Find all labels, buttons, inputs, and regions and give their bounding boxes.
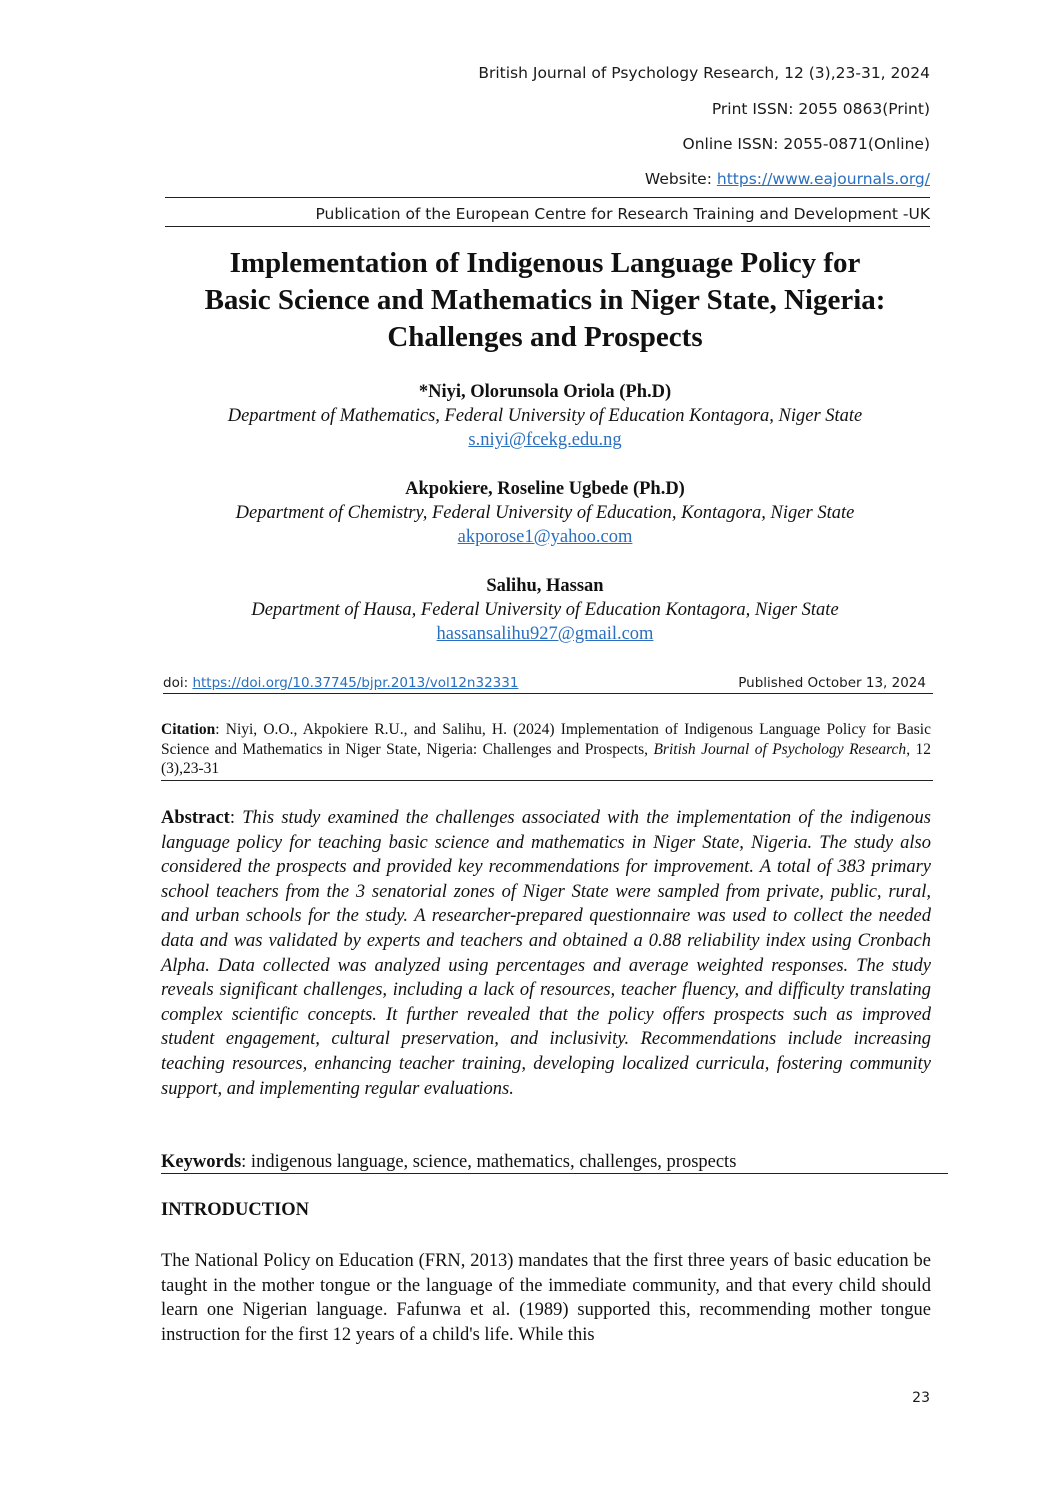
author-affiliation: Department of Mathematics, Federal University of Education Kontagora, Niger State: [227, 406, 863, 426]
keywords: [161, 1150, 951, 1174]
author-3: [100, 574, 990, 646]
doi-link[interactable]: https://doi.org/10.37745/bjpr.2013/vol12n32331: [192, 675, 519, 691]
online-issn: Online ISSN: 2055-0871(Online): [682, 135, 930, 153]
keywords-text: : indigenous language, science, mathematics, challenges, prospects: [241, 1152, 737, 1172]
author-affiliation: Department of Hausa, Federal University of Education Kontagora, Niger State: [251, 600, 839, 620]
citation-label: Citation: [161, 721, 216, 738]
citation-tail: , 12 (3),23-31: [161, 740, 931, 777]
published-date: Published October 13, 2024: [738, 675, 926, 691]
citation: [161, 720, 931, 779]
abstract-label: Abstract: [161, 808, 230, 828]
website-line: [645, 170, 930, 188]
journal-header-line: British Journal of Psychology Research, 12 (3),23-31, 2024: [478, 64, 930, 82]
citation-text: : Niyi, O.O., Akpokiere R.U., and Salihu, H. (2024) Implementation of Indigenous Language Policy for Basic Science and Mathematics in Niger State, Nigeria: Challenges and Prospects,: [161, 721, 931, 758]
author-email-link[interactable]: hassansalihu927@gmail.com: [436, 624, 654, 644]
citation-journal: British Journal of Psychology Research: [653, 740, 907, 758]
author-email-link[interactable]: akporose1@yahoo.com: [457, 527, 633, 547]
header-rule-bottom: [165, 226, 930, 227]
abstract-text: This study examined the challenges associated with the implementation of the indigenous language policy for teaching basic science and mathematics in Niger State, Nigeria. The study also considered the prospects and provided key recommendations for improvement. A total of 383 primary school teachers from the 3 senatorial zones of Niger State were sampled from private, public, rural, and urban schools for the study. A researcher-prepared questionnaire was used to collect the needed data and was validated by experts and teachers and obtained a 0.88 reliability index using Cronbach Alpha. Data collected was analyzed using percentages and average weighted responses. The study reveals significant challenges, including a lack of resources, teacher fluency, and difficulty translating complex scientific concepts. It further revealed that the policy offers prospects such as improved student engagement, cultural preservation, and inclusivity. Recommendations include increasing teaching resources, enhancing teacher training, developing localized curricula, fostering community support, and implementing regular evaluations.: [161, 808, 932, 1099]
keywords-label: Keywords: [161, 1152, 242, 1172]
page-number: 23: [912, 1390, 930, 1406]
section-heading-introduction: INTRODUCTION: [161, 1200, 310, 1220]
author-2: [100, 477, 990, 549]
abstract-sep: :: [229, 808, 243, 828]
doi-label: doi:: [163, 675, 189, 691]
header-rule-top: [165, 197, 930, 198]
publisher-line: Publication of the European Centre for Research Training and Development -UK: [315, 205, 930, 223]
print-issn: Print ISSN: 2055 0863(Print): [711, 100, 930, 118]
author-name: *Niyi, Olorunsola Oriola (Ph.D): [418, 382, 672, 402]
abstract: [161, 806, 931, 1101]
keywords-rule: [161, 1173, 948, 1174]
website-label: Website:: [644, 170, 712, 188]
title-line-2: Basic Science and Mathematics in Niger State, Nigeria:: [204, 284, 886, 316]
title-line-1: Implementation of Indigenous Language Policy for: [229, 247, 861, 279]
author-affiliation: Department of Chemistry, Federal University of Education, Kontagora, Niger State: [235, 503, 855, 523]
doi-rule: [163, 693, 933, 694]
website-link[interactable]: https://www.eajournals.org/: [716, 170, 930, 188]
paper-title: [140, 245, 950, 356]
title-line-3: Challenges and Prospects: [387, 321, 703, 353]
citation-rule: [161, 780, 933, 781]
author-1: [100, 380, 990, 452]
author-email-link[interactable]: s.niyi@fcekg.edu.ng: [468, 430, 622, 450]
introduction-paragraph: The National Policy on Education (FRN, 2013) mandates that the first three years of basic education be taught in the mother tongue or the language of the immediate community, and that every child should learn one Nigerian language. Fafunwa et al. (1989) supported this, recommending mother tongue instruction for the first 12 years of a child's life. While this: [161, 1251, 931, 1345]
author-name: Salihu, Hassan: [486, 576, 604, 596]
doi-line: [163, 675, 928, 691]
author-name: Akpokiere, Roseline Ugbede (Ph.D): [405, 479, 685, 499]
